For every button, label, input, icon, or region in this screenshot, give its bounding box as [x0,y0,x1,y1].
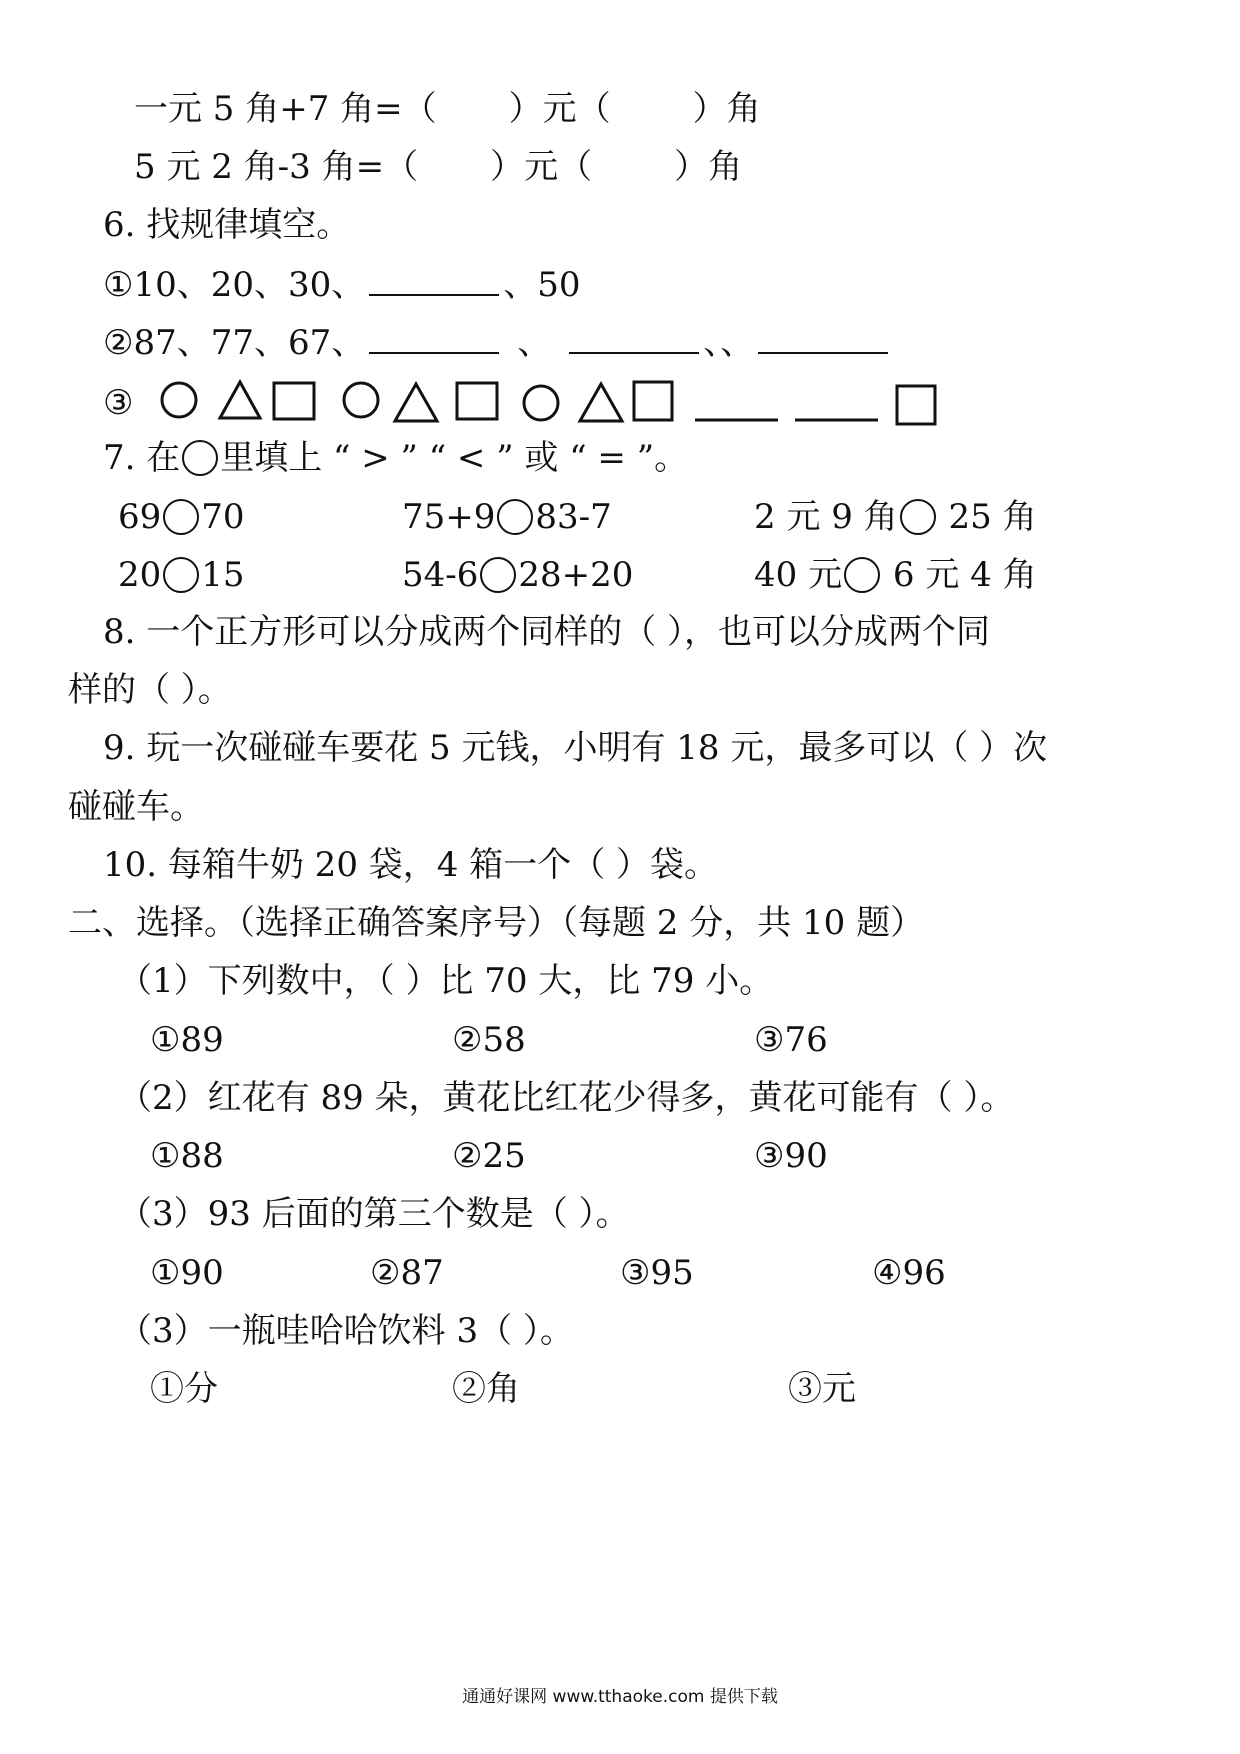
q7-item [402,555,633,595]
option[interactable]: ①90 [150,1253,224,1293]
compare-circle[interactable] [163,499,199,535]
answer-blank[interactable] [369,322,499,354]
q8-line1: 8. 一个正方形可以分成两个同样的（ ），也可以分成两个同 [103,612,991,652]
q7-item [118,497,245,537]
q6-row1-suffix: 、50 [503,265,581,305]
q8-line2: 样的（ ）。 [68,670,232,710]
section2-title: 二、选择。（选择正确答案序号）（每题 2 分，共 10 题） [68,903,925,943]
q7-left: 40 元 [754,555,843,595]
answer-blank[interactable] [758,322,888,354]
q7-item [118,555,245,595]
money1-left: 一元 5 角+7 角=（ [134,89,437,129]
q7-right: 15 [201,555,245,595]
option[interactable]: ②58 [452,1020,526,1060]
q6-row2-sep1: 、 [517,323,552,363]
q7-right: 28+20 [518,555,634,595]
q7-right: 83-7 [535,497,612,537]
option[interactable]: ②角 [452,1369,520,1409]
square-shape [634,382,672,420]
shape-pattern [150,372,1030,432]
q7-right: 70 [201,497,245,537]
q7-left: 69 [118,497,162,537]
q7-title-a: 7. 在 [103,438,181,478]
q7-left: 75+9 [402,497,496,537]
option[interactable]: ②87 [370,1253,444,1293]
money2-right: ）角 [674,147,743,187]
q7-left: 20 [118,555,162,595]
q6-row2-prefix: ②87、77、67、 [103,323,366,363]
compare-circle[interactable] [497,499,533,535]
option[interactable]: ③90 [754,1136,828,1176]
square-shape [274,383,314,419]
option[interactable]: ③元 [788,1369,856,1409]
option[interactable]: ①89 [150,1020,224,1060]
compare-circle[interactable] [480,557,516,593]
triangle-shape [220,382,260,418]
money-line-1 [134,89,761,129]
money-line-2 [134,147,742,187]
answer-blank[interactable] [569,322,699,354]
circle-shape [162,383,196,417]
q6-row1-prefix: ①10、20、30、 [103,265,366,305]
compare-circle-icon [182,440,218,476]
footer-credit: 通通好课网 www.tthaoke.com 提供下载 [462,1687,778,1707]
question-text: （1）下列数中，（ ）比 70 大，比 79 小。 [118,961,774,1001]
question-text: （3）一瓶哇哈哈饮料 3（ ）。 [118,1311,574,1351]
q10-line1: 10. 每箱牛奶 20 袋，4 箱一个（ ）袋。 [103,845,719,885]
option[interactable]: ①88 [150,1136,224,1176]
option[interactable]: ③95 [620,1253,694,1293]
compare-circle[interactable] [163,557,199,593]
q7-right: 25 角 [937,497,1037,537]
q6-title: 6. 找规律填空。 [103,205,351,245]
triangle-shape [395,384,437,421]
money1-mid: ）元（ [508,89,611,129]
q7-left: 54-6 [402,555,479,595]
q7-left: 2 元 9 角 [754,497,898,537]
q7-right: 6 元 4 角 [882,555,1037,595]
q6-row2-sep2: 、、 [703,323,755,363]
money1-right: ）角 [692,89,761,129]
square-shape [897,386,935,424]
option[interactable]: ②25 [452,1136,526,1176]
q7-title [103,438,688,478]
compare-circle[interactable] [900,499,936,535]
money2-mid: ）元（ [490,147,593,187]
q6-row3-label: ③ [103,383,134,423]
q7-item [754,555,1037,595]
money2-left: 5 元 2 角-3 角=（ [134,147,419,187]
triangle-shape [580,384,622,421]
option[interactable]: ③76 [754,1020,828,1060]
q7-item [402,497,612,537]
circle-shape [524,386,558,420]
q7-item [754,497,1037,537]
q9-line1: 9. 玩一次碰碰车要花 5 元钱，小明有 18 元，最多可以（ ）次 [103,728,1048,768]
q9-line2: 碰碰车。 [68,787,204,827]
option[interactable]: ④96 [872,1253,946,1293]
q6-row2 [103,322,892,363]
square-shape [457,383,497,419]
q6-row1 [103,264,581,305]
q7-title-b: 里填上 “ > ” “ < ” 或 “ = ”。 [220,438,689,478]
circle-shape [344,383,378,417]
question-text: （2）红花有 89 朵，黄花比红花少得多，黄花可能有（ ）。 [118,1078,1015,1118]
question-text: （3）93 后面的第三个数是（ ）。 [118,1194,630,1234]
option[interactable]: ①分 [150,1369,218,1409]
answer-blank[interactable] [369,264,499,296]
compare-circle[interactable] [844,557,880,593]
